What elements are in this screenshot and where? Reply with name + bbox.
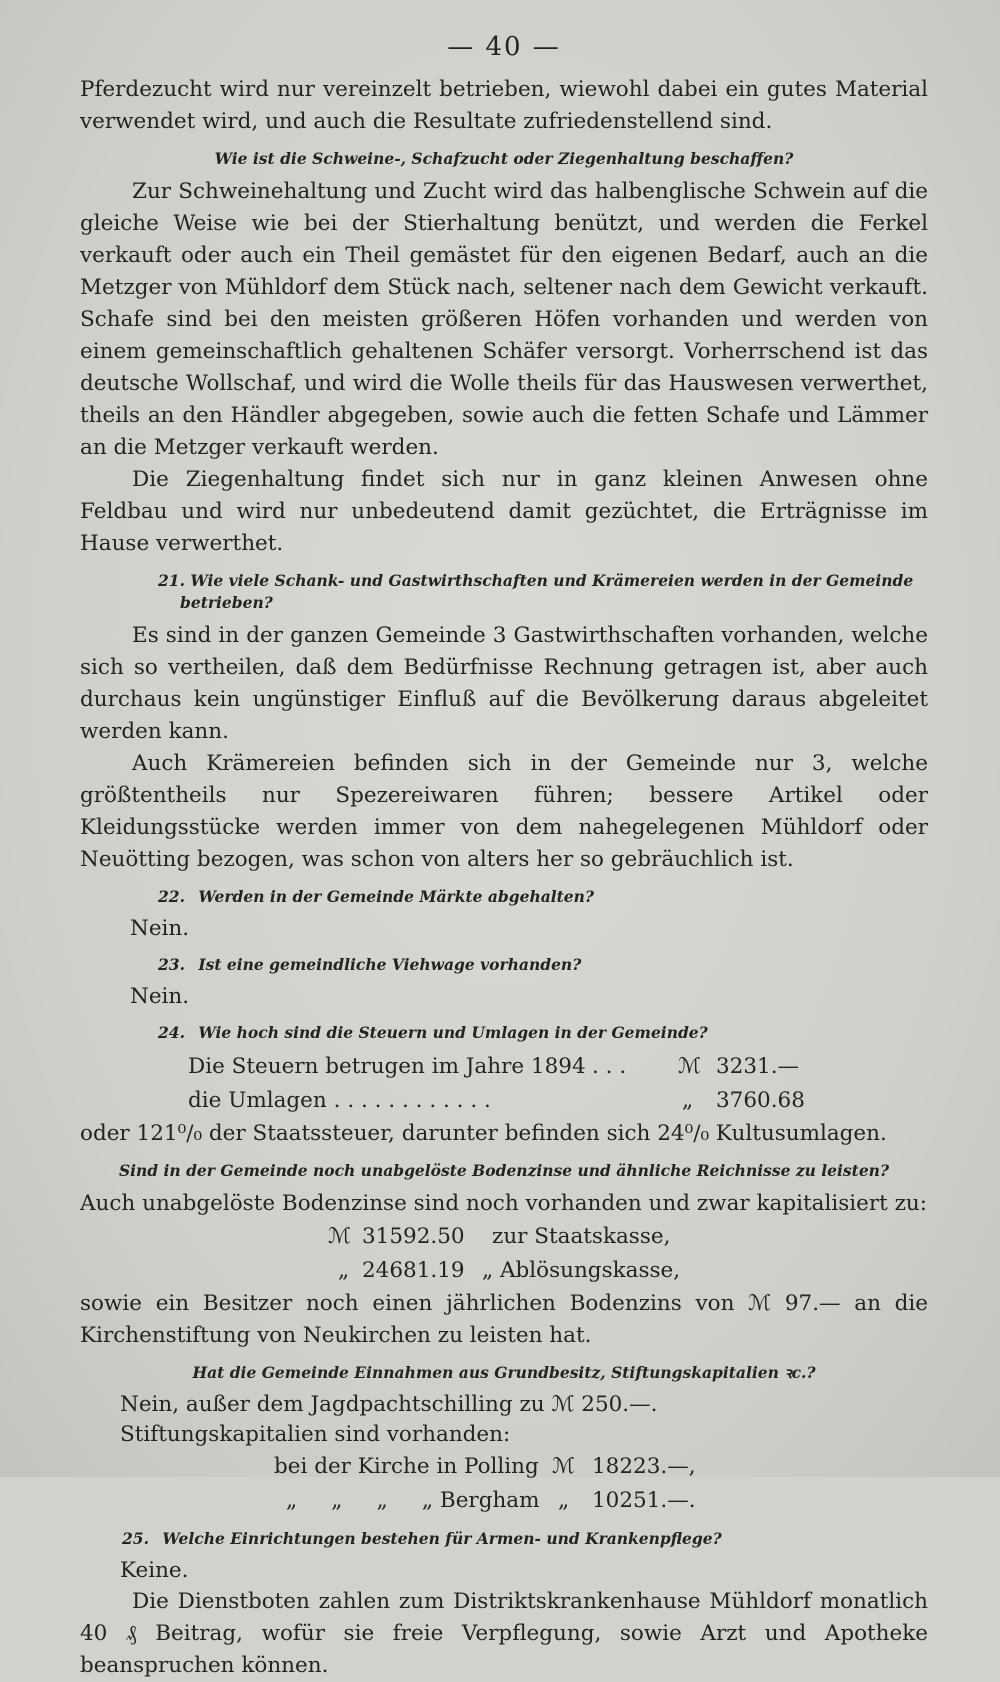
stiftung-value: 18223.—,	[592, 1454, 696, 1479]
stiftung-label: „ „ „ „ Bergham	[286, 1488, 540, 1513]
paragraph-dienstboten: Die Dienstboten zahlen zum Distriktskrankenhause Mühldorf monatlich 40 ₰ Beitrag, wofür sie freie Verpflegung, sowie Arzt und Apotheke beanspruchen können.	[80, 1589, 928, 1678]
stiftung-label: bei der Kirche in Polling	[274, 1454, 539, 1479]
question-number: 21.	[158, 571, 185, 590]
bodenzinse-unit: „	[338, 1258, 350, 1283]
paragraph-shops: Auch Krämereien befinden sich in der Gemeinde nur 3, welche größtentheils nur Spezereiwaren führen; bessere Artikel oder Kleidungsstücke werden immer von dem nahegelegenen Mühldorf oder Neuötting bezogen, was schon von alters her so gebräuchlich ist.	[80, 751, 928, 872]
stiftung-unit: ℳ	[552, 1454, 575, 1479]
tax-unit: ℳ	[678, 1054, 701, 1079]
tax-row-steuern	[80, 1050, 928, 1084]
tax-dots: . . .	[592, 1054, 627, 1079]
paragraph-goat: Die Ziegenhaltung findet sich nur in ganz kleinen Anwesen ohne Feldbau und wird nur unbedeutend damit gezüchtet, die Erträgnisse im Hause verwerthet.	[80, 467, 928, 556]
bodenzinse-text: zur Staatskasse,	[492, 1224, 671, 1249]
paragraph-inns: Es sind in der ganzen Gemeinde 3 Gastwirthschaften vorhanden, welche sich so vertheilen, daß dem Bedürfnisse Rechnung getragen ist, aber auch durchaus kein ungünstiger Einfluß auf die Bevölkerung daraus abgeleitet werden kann.	[80, 623, 928, 744]
bodenzinse-row-staatskasse	[80, 1220, 928, 1254]
tax-value: 3760.68	[716, 1088, 805, 1113]
question-number: 23.	[158, 955, 185, 974]
bodenzinse-row-abloesungskasse	[80, 1254, 928, 1288]
question-text: Werden in der Gemeinde Märkte abgehalten?	[198, 887, 595, 906]
bodenzinse-unit: ℳ	[328, 1224, 351, 1249]
question-number: 25.	[122, 1529, 149, 1548]
answer-22: Nein.	[130, 916, 190, 941]
question-einnahmen: Hat die Gemeinde Einnahmen aus Grundbesitz, Stiftungskapitalien ꝛc.?	[192, 1363, 816, 1382]
paragraph-pig-sheep: Zur Schweinehaltung und Zucht wird das halbenglische Schwein auf die gleiche Weise wie bei der Stierhaltung benützt, und werden die Ferkel verkauft oder auch ein Theil gemästet für den eigenen Bedarf, auch an die Metzger von Mühldorf dem Stück nach, seltener nach dem Gewicht verkauft. Schafe sind bei den meisten größeren Höfen vorhanden und werden von einem gemeinschaftlich gehaltenen Schäfer versorgt. Vorherrschend ist das deutsche Wollschaf, und wird die Wolle theils für das Hauswesen verwerthet, theils an den Händler abgegeben, sowie auch die fetten Schafe und Lämmer an die Metzger verkauft werden.	[80, 179, 928, 460]
question-22	[80, 886, 928, 908]
question-number: 24.	[158, 1023, 185, 1042]
answer-einnahmen-stiftung: Stiftungskapitalien sind vorhanden:	[120, 1422, 511, 1447]
tax-row-umlagen	[80, 1084, 928, 1118]
tax-table	[80, 1050, 928, 1118]
question-23	[80, 954, 928, 976]
question-text: Welche Einrichtungen bestehen für Armen- und Krankenpflege?	[162, 1529, 722, 1548]
tax-value: 3231.—	[716, 1054, 800, 1079]
question-pig-sheep-goat: Wie ist die Schweine-, Schafzucht oder Ziegenhaltung beschaffen?	[214, 149, 794, 168]
question-text: Ist eine gemeindliche Viehwage vorhanden?	[198, 955, 582, 974]
stiftung-row-bergham	[80, 1484, 928, 1518]
bodenzinse-value: 24681.19	[362, 1258, 465, 1283]
stiftung-table	[80, 1450, 928, 1518]
paragraph-tax-percent: oder 121⁰/₀ der Staatssteuer, darunter befinden sich 24⁰/₀ Kultusumlagen.	[80, 1121, 887, 1146]
paragraph-bodenzinse: Auch unabgelöste Bodenzinse sind noch vorhanden und zwar kapitalisiert zu:	[80, 1191, 927, 1216]
tax-dots: . . . . . . . . . . . . .	[320, 1088, 491, 1113]
tax-label: Die Steuern betrugen im Jahre 1894	[188, 1054, 586, 1079]
question-bodenzinse: Sind in der Gemeinde noch unabgelöste Bodenzinse und ähnliche Reichnisse zu leisten?	[118, 1161, 890, 1180]
bodenzinse-table	[80, 1220, 928, 1288]
answer-23: Nein.	[130, 984, 190, 1009]
paragraph-bodenzins-besitzer: sowie ein Besitzer noch einen jährlichen Bodenzins von ℳ 97.— an die Kirchenstiftung von Neukirchen zu leisten hat.	[80, 1291, 928, 1348]
paragraph-horse-breeding: Pferdezucht wird nur vereinzelt betrieben, wiewohl dabei ein gutes Material verwendet wird, und auch die Resultate zufriedenstellend sind.	[80, 77, 928, 134]
stiftung-row-polling	[80, 1450, 928, 1484]
question-number: 22.	[158, 887, 185, 906]
tax-unit: „	[682, 1088, 694, 1113]
answer-einnahmen-jagd: Nein, außer dem Jagdpachtschilling zu ℳ 250.—.	[120, 1392, 658, 1417]
page-number: — 40 —	[447, 32, 561, 62]
tax-label: die Umlagen	[188, 1088, 327, 1113]
stiftung-value: 10251.—.	[592, 1488, 696, 1513]
stiftung-unit: „	[558, 1488, 570, 1513]
bodenzinse-text: „ Ablösungskasse,	[482, 1258, 681, 1283]
question-21	[80, 570, 928, 614]
question-24	[80, 1022, 928, 1044]
question-text: Wie viele Schank- und Gastwirthschaften und Krämereien werden in der Gemeinde betrieben?	[180, 571, 914, 612]
bodenzinse-value: 31592.50	[362, 1224, 465, 1249]
answer-25: Keine.	[120, 1558, 189, 1583]
question-25	[80, 1528, 928, 1550]
question-text: Wie hoch sind die Steuern und Umlagen in der Gemeinde?	[198, 1023, 708, 1042]
